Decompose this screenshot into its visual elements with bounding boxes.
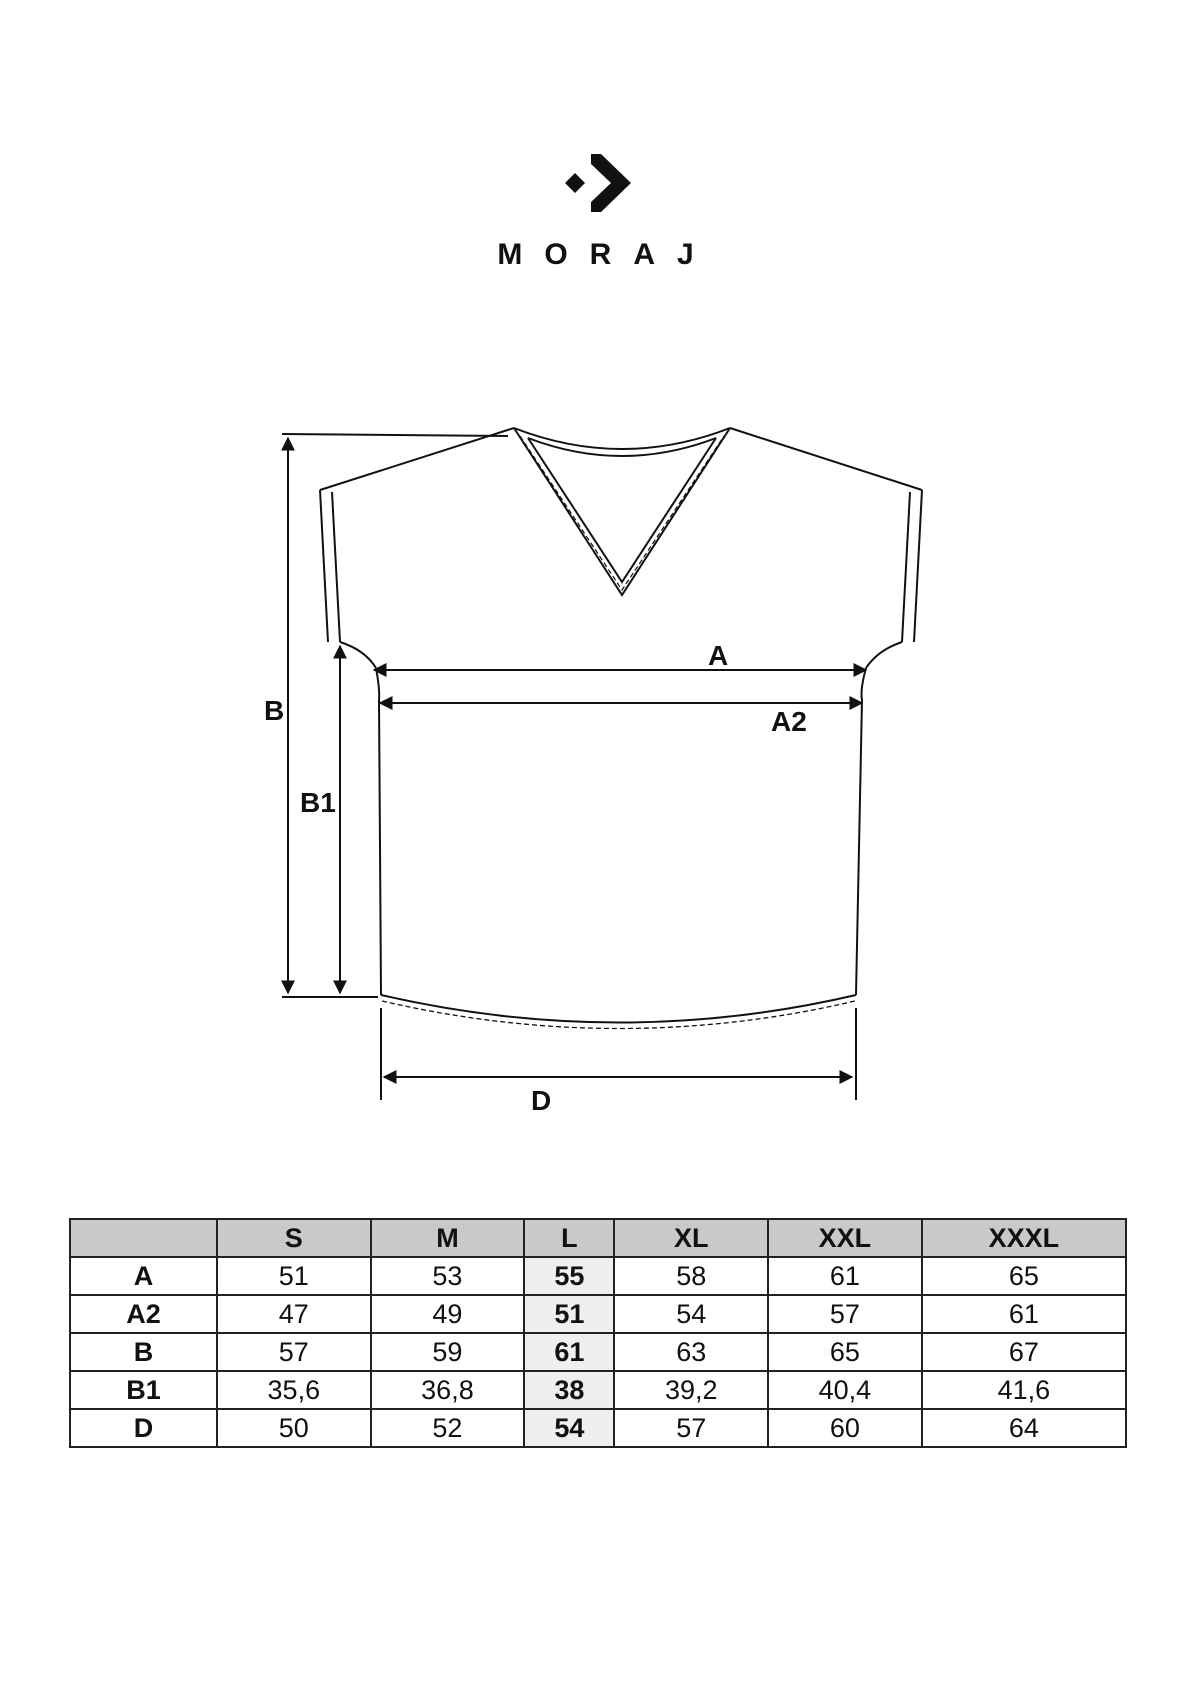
table-cell-highlighted: 55 bbox=[524, 1257, 614, 1295]
table-cell: 57 bbox=[614, 1409, 768, 1447]
size-column-header: XXXL bbox=[922, 1219, 1126, 1257]
table-cell: 52 bbox=[371, 1409, 525, 1447]
table-cell: 61 bbox=[768, 1257, 922, 1295]
table-cell: 47 bbox=[217, 1295, 371, 1333]
table-cell: 60 bbox=[768, 1409, 922, 1447]
dimension-lines bbox=[282, 434, 866, 1100]
table-cell: 39,2 bbox=[614, 1371, 768, 1409]
dimension-label-a2: A2 bbox=[771, 706, 807, 737]
table-cell: 65 bbox=[768, 1333, 922, 1371]
brand-wordmark: MORAJ bbox=[497, 238, 716, 271]
dimension-label-b1: B1 bbox=[300, 787, 336, 818]
table-cell: 49 bbox=[371, 1295, 525, 1333]
table-cell: 67 bbox=[922, 1333, 1126, 1371]
table-cell: 65 bbox=[922, 1257, 1126, 1295]
table-cell: 35,6 bbox=[217, 1371, 371, 1409]
table-cell-highlighted: 61 bbox=[524, 1333, 614, 1371]
table-cell: 53 bbox=[371, 1257, 525, 1295]
table-cell-highlighted: 38 bbox=[524, 1371, 614, 1409]
size-column-header: M bbox=[371, 1219, 525, 1257]
table-cell: 54 bbox=[614, 1295, 768, 1333]
table-cell: 63 bbox=[614, 1333, 768, 1371]
table-cell: 61 bbox=[922, 1295, 1126, 1333]
size-column-header: XL bbox=[614, 1219, 768, 1257]
table-cell: 59 bbox=[371, 1333, 525, 1371]
table-cell-highlighted: 51 bbox=[524, 1295, 614, 1333]
size-column-header: L bbox=[524, 1219, 614, 1257]
table-cell: 58 bbox=[614, 1257, 768, 1295]
table-cell: 40,4 bbox=[768, 1371, 922, 1409]
measurement-label: A bbox=[70, 1257, 217, 1295]
size-table-header-row bbox=[70, 1219, 1126, 1257]
table-cell-highlighted: 54 bbox=[524, 1409, 614, 1447]
table-row bbox=[70, 1295, 1126, 1333]
dimension-label-b: B bbox=[264, 695, 285, 726]
measurement-label: A2 bbox=[70, 1295, 217, 1333]
measurement-label: B bbox=[70, 1333, 217, 1371]
table-row bbox=[70, 1409, 1126, 1447]
table-cell: 57 bbox=[217, 1333, 371, 1371]
size-column-header: S bbox=[217, 1219, 371, 1257]
measurement-label: D bbox=[70, 1409, 217, 1447]
dimension-label-a: A bbox=[708, 640, 729, 671]
table-cell: 41,6 bbox=[922, 1371, 1126, 1409]
table-cell: 64 bbox=[922, 1409, 1126, 1447]
table-cell: 50 bbox=[217, 1409, 371, 1447]
table-cell: 57 bbox=[768, 1295, 922, 1333]
dimension-label-d: D bbox=[531, 1085, 552, 1116]
size-table-corner bbox=[70, 1219, 217, 1257]
table-row bbox=[70, 1257, 1126, 1295]
size-table bbox=[69, 1218, 1127, 1448]
tshirt-outline bbox=[320, 428, 922, 1029]
table-row bbox=[70, 1371, 1126, 1409]
table-cell: 36,8 bbox=[371, 1371, 525, 1409]
table-cell: 51 bbox=[217, 1257, 371, 1295]
measurement-label: B1 bbox=[70, 1371, 217, 1409]
table-row bbox=[70, 1333, 1126, 1371]
size-column-header: XXL bbox=[768, 1219, 922, 1257]
